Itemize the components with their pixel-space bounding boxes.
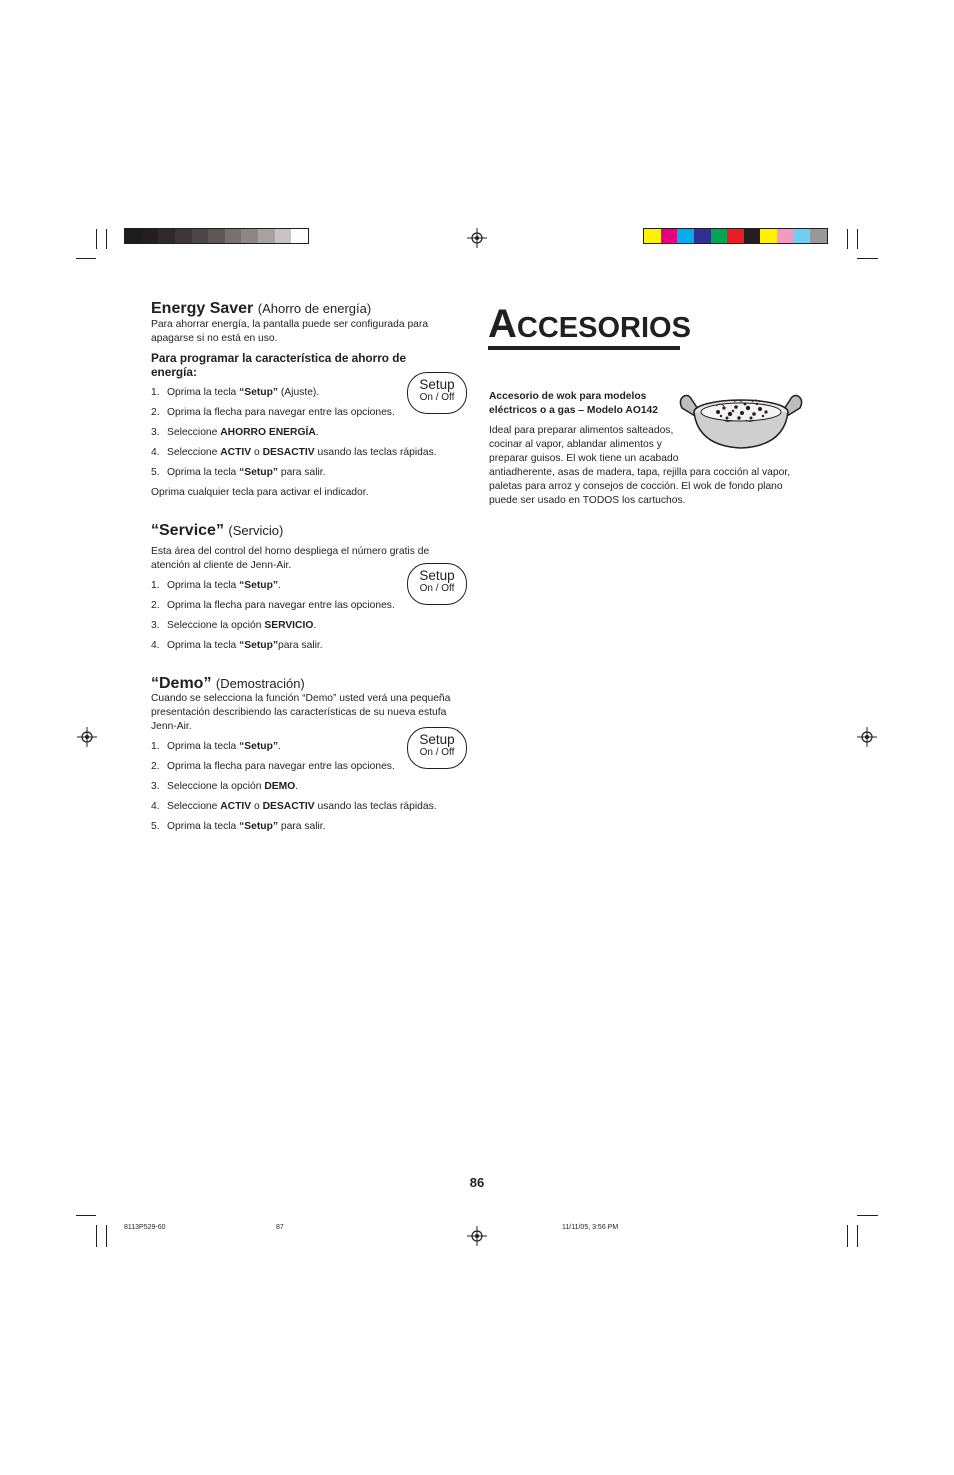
list-item: 3. Seleccione la opción SERVICIO. xyxy=(151,620,317,631)
footer-timestamp: 11/11/05, 3:56 PM xyxy=(562,1224,619,1231)
setup-button[interactable]: Setup On / Off xyxy=(407,563,467,605)
color-swatch xyxy=(661,229,678,243)
list-item: 2. Oprima la flecha para navegar entre las opciones. xyxy=(151,761,395,772)
color-swatch xyxy=(241,229,258,243)
color-swatch xyxy=(275,229,292,243)
color-swatch xyxy=(694,229,711,243)
color-swatch xyxy=(711,229,728,243)
list-item: 4. Seleccione ACTIV o DESACTIV usando las teclas rápidas. xyxy=(151,447,437,458)
color-swatch xyxy=(644,229,661,243)
list-item: 1. Oprima la tecla “Setup”. xyxy=(151,580,281,591)
energy-saver-heading: Energy Saver (Ahorro de energía) xyxy=(151,300,372,317)
service-heading: “Service” (Servicio) xyxy=(151,522,284,539)
list-item: 1. Oprima la tecla “Setup” (Ajuste). xyxy=(151,387,320,398)
setup-button[interactable]: Setup On / Off xyxy=(407,727,467,769)
color-swatch xyxy=(158,229,175,243)
list-item: 5. Oprima la tecla “Setup” para salir. xyxy=(151,821,326,832)
color-calibration-bar xyxy=(643,228,828,244)
setup-button[interactable]: Setup On / Off xyxy=(407,372,467,414)
color-swatch xyxy=(727,229,744,243)
gray-calibration-bar xyxy=(124,228,309,244)
accesorios-title: ACCESORIOS xyxy=(488,302,691,346)
list-item: 2. Oprima la flecha para navegar entre las opciones. xyxy=(151,600,395,611)
title-underline xyxy=(488,346,680,350)
color-swatch xyxy=(258,229,275,243)
list-item: 4. Seleccione ACTIV o DESACTIV usando las teclas rápidas. xyxy=(151,801,437,812)
list-item: 3. Seleccione la opción DEMO. xyxy=(151,781,299,792)
color-swatch xyxy=(142,229,159,243)
page-number: 86 xyxy=(469,1175,485,1190)
energy-saver-after: Oprima cualquier tecla para activar el indicador. xyxy=(151,487,369,498)
color-swatch xyxy=(208,229,225,243)
footer-page: 87 xyxy=(276,1224,284,1231)
color-swatch xyxy=(291,229,308,243)
color-swatch xyxy=(175,229,192,243)
wok-heading: Accesorio de wok para modelos eléctricos o a gas – Modelo AO142 xyxy=(489,391,659,416)
list-item: 4. Oprima la tecla “Setup”para salir. xyxy=(151,640,323,651)
energy-saver-subhead: Para programar la característica de ahorro de energía: xyxy=(151,351,407,379)
color-swatch xyxy=(225,229,242,243)
list-item: 2. Oprima la flecha para navegar entre las opciones. xyxy=(151,407,395,418)
color-swatch xyxy=(777,229,794,243)
color-swatch xyxy=(192,229,209,243)
list-item: 5. Oprima la tecla “Setup” para salir. xyxy=(151,467,326,478)
registration-mark-icon xyxy=(857,727,877,747)
list-item: 1. Oprima la tecla “Setup”. xyxy=(151,741,281,752)
wok-illustration xyxy=(676,390,806,454)
wok-text-short: Ideal para preparar alimentos salteados, cocinar al vapor, ablandar alimentos y preparar guisos. El wok tiene un acabado xyxy=(489,425,679,464)
color-swatch xyxy=(744,229,761,243)
service-intro: Esta área del control del horno despliega el número gratis de atención al cliente de Jenn-Air. xyxy=(151,546,430,571)
color-swatch xyxy=(677,229,694,243)
color-swatch xyxy=(794,229,811,243)
color-swatch xyxy=(810,229,827,243)
registration-mark-icon xyxy=(77,727,97,747)
energy-saver-intro: Para ahorrar energía, la pantalla puede ser configurada para apagarse si no está en uso. xyxy=(151,319,429,344)
list-item: 3. Seleccione AHORRO ENERGÍA. xyxy=(151,427,319,438)
registration-mark-icon xyxy=(467,1226,487,1246)
demo-intro: Cuando se selecciona la función “Demo” usted verá una pequeña presentación describiendo las características de su nueva estufa Jenn-Air. xyxy=(151,693,451,732)
demo-heading: “Demo” (Demostración) xyxy=(151,675,305,692)
footer-file-id: 8113P529-60 xyxy=(124,1224,166,1231)
color-swatch xyxy=(125,229,142,243)
color-swatch xyxy=(760,229,777,243)
wok-text-long: antiadherente, asas de madera, tapa, rejilla para cocción al vapor, paletas para arroz y consejos de cocción. El wok de fondo plano puede ser usado en TODOS los cartuchos. xyxy=(489,467,791,506)
registration-mark-icon xyxy=(467,228,487,248)
